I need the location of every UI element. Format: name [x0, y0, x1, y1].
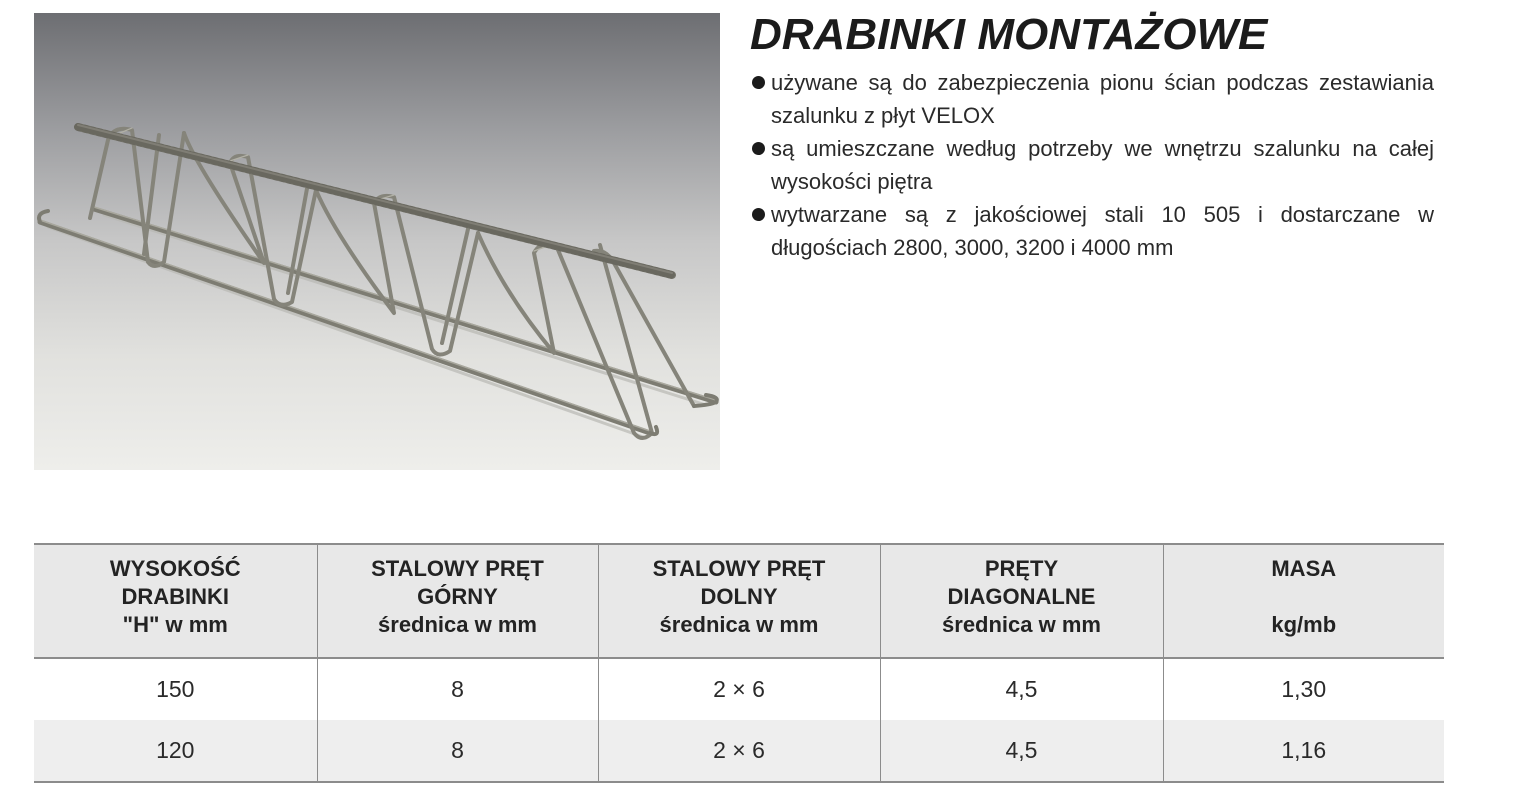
header-line: MASA	[1271, 556, 1337, 581]
header-line: DRABINKI	[121, 584, 230, 609]
header-diagonal-bars	[880, 544, 1163, 658]
header-line: kg/mb	[1271, 612, 1337, 637]
table-cell: 4,5	[880, 658, 1163, 720]
header-line: średnica w mm	[942, 612, 1101, 637]
list-item	[750, 66, 1434, 132]
header-line: GÓRNY	[417, 584, 498, 609]
header-line: średnica w mm	[378, 612, 537, 637]
header-line: PRĘTY	[984, 556, 1059, 581]
table-row	[34, 658, 1444, 720]
header-mass	[1163, 544, 1444, 658]
list-item-text: używane są do zabezpieczenia pionu ścian podczas zestawiania szalunku z płyt VELOX	[771, 70, 1434, 128]
header-bottom-bar	[598, 544, 880, 658]
feature-list	[750, 66, 1434, 264]
header-line: STALOWY PRĘT	[652, 556, 826, 581]
header-line: średnica w mm	[659, 612, 819, 637]
spec-table	[34, 543, 1444, 783]
product-photo	[34, 13, 720, 470]
table-cell: 2 × 6	[598, 658, 880, 720]
header-top-bar	[317, 544, 598, 658]
page-title: DRABINKI MONTAŻOWE	[750, 10, 1268, 59]
list-item-text: wytwarzane są z jakościowej stali 10 505 i dostarczane w długościach 2800, 3000, 3200 i 4000 mm	[771, 202, 1434, 260]
table-cell: 8	[317, 658, 598, 720]
bullet-icon	[752, 208, 765, 221]
list-item-text: są umieszczane według potrzeby we wnętrzu szalunku na całej wysokości piętra	[771, 136, 1434, 194]
list-item	[750, 198, 1434, 264]
header-line: DIAGONALNE	[947, 584, 1096, 609]
table-cell: 120	[34, 720, 317, 782]
table-cell: 1,30	[1163, 658, 1444, 720]
steel-ladder-illustration	[34, 13, 720, 470]
bullet-icon	[752, 142, 765, 155]
header-line: STALOWY PRĘT	[371, 556, 544, 581]
list-item	[750, 132, 1434, 198]
header-line: WYSOKOŚĆ	[109, 556, 241, 581]
header-height	[34, 544, 317, 658]
header-line	[1168, 583, 1441, 611]
table-row	[34, 720, 1444, 782]
table-cell: 4,5	[880, 720, 1163, 782]
header-line: DOLNY	[700, 584, 778, 609]
table-cell: 150	[34, 658, 317, 720]
table-cell: 2 × 6	[598, 720, 880, 782]
table-cell: 8	[317, 720, 598, 782]
table-cell: 1,16	[1163, 720, 1444, 782]
bullet-icon	[752, 76, 765, 89]
header-line: "H" w mm	[122, 612, 228, 637]
table-header-row	[34, 544, 1444, 658]
